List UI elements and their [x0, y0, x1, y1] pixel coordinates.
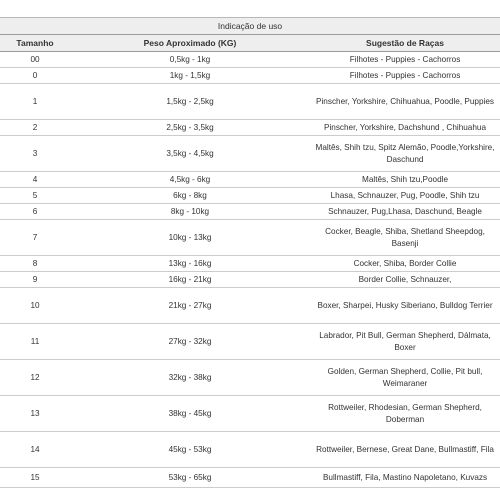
table-row [0, 220, 500, 256]
weight-cell: 13kg - 16kg [70, 256, 310, 272]
weight-cell: 27kg - 32kg [70, 324, 310, 360]
size-cell: 5 [0, 188, 70, 204]
breeds-cell: Golden, German Shepherd, Collie, Pit bull, Weimaraner [310, 360, 500, 396]
breeds-cell: Cocker, Shiba, Border Collie [310, 256, 500, 272]
breeds-cell: Cocker, Beagle, Shiba, Shetland Sheepdog, Basenji [310, 220, 500, 256]
table-row [0, 256, 500, 272]
weight-cell: 8kg - 10kg [70, 204, 310, 220]
size-cell: 9 [0, 272, 70, 288]
breeds-cell: Filhotes - Puppies - Cachorros [310, 52, 500, 68]
weight-cell: 32kg - 38kg [70, 360, 310, 396]
column-header-breeds: Sugestão de Raças [310, 35, 500, 52]
weight-cell: 0,5kg - 1kg [70, 52, 310, 68]
column-header-weight: Peso Aproximado (KG) [70, 35, 310, 52]
breeds-cell: Lhasa, Schnauzer, Pug, Poodle, Shih tzu [310, 188, 500, 204]
table-row [0, 360, 500, 396]
breeds-cell: Boxer, Sharpei, Husky Siberiano, Bulldog Terrier [310, 288, 500, 324]
table-row [0, 468, 500, 488]
size-cell: 10 [0, 288, 70, 324]
size-cell: 00 [0, 52, 70, 68]
weight-cell: 1kg - 1,5kg [70, 68, 310, 84]
table-row [0, 288, 500, 324]
breeds-cell: Border Collie, Schnauzer, [310, 272, 500, 288]
weight-cell: 6kg - 8kg [70, 188, 310, 204]
weight-cell: 3,5kg - 4,5kg [70, 136, 310, 172]
table-title-row [0, 18, 500, 35]
table-row [0, 324, 500, 360]
weight-cell: 10kg - 13kg [70, 220, 310, 256]
size-cell: 2 [0, 120, 70, 136]
weight-cell: 1,5kg - 2,5kg [70, 84, 310, 120]
weight-cell: 21kg - 27kg [70, 288, 310, 324]
table-row [0, 204, 500, 220]
breeds-cell: Labrador, Pit Bull, German Shepherd, Dálmata, Boxer [310, 324, 500, 360]
size-cell: 14 [0, 432, 70, 468]
table-row [0, 272, 500, 288]
weight-cell: 38kg - 45kg [70, 396, 310, 432]
table-row [0, 188, 500, 204]
size-cell: 7 [0, 220, 70, 256]
breeds-cell: Pinscher, Yorkshire, Chihuahua, Poodle, Puppies [310, 84, 500, 120]
weight-cell: 4,5kg - 6kg [70, 172, 310, 188]
weight-cell: 53kg - 65kg [70, 468, 310, 488]
breeds-cell: Maltês, Shih tzu,Poodle [310, 172, 500, 188]
table-header-row [0, 35, 500, 52]
table-row [0, 84, 500, 120]
size-cell: 6 [0, 204, 70, 220]
weight-cell: 2,5kg - 3,5kg [70, 120, 310, 136]
breeds-cell: Rottweiler, Bernese, Great Dane, Bullmastiff, Fila [310, 432, 500, 468]
breeds-cell: Rottweiler, Rhodesian, German Shepherd, Doberman [310, 396, 500, 432]
table-row [0, 120, 500, 136]
table-row [0, 68, 500, 84]
size-cell: 8 [0, 256, 70, 272]
breeds-cell: Maltês, Shih tzu, Spitz Alemão, Poodle,Yorkshire, Daschund [310, 136, 500, 172]
size-cell: 3 [0, 136, 70, 172]
table-body [0, 52, 500, 488]
size-cell: 15 [0, 468, 70, 488]
breeds-cell: Bullmastiff, Fila, Mastino Napoletano, Kuvazs [310, 468, 500, 488]
table-row [0, 432, 500, 468]
weight-cell: 45kg - 53kg [70, 432, 310, 468]
table-title: Indicação de uso [0, 18, 500, 35]
size-cell: 0 [0, 68, 70, 84]
breeds-cell: Filhotes - Puppies - Cachorros [310, 68, 500, 84]
table-row [0, 52, 500, 68]
size-cell: 11 [0, 324, 70, 360]
size-guide-table [0, 17, 500, 488]
size-cell: 4 [0, 172, 70, 188]
size-cell: 13 [0, 396, 70, 432]
size-cell: 12 [0, 360, 70, 396]
table-row [0, 396, 500, 432]
breeds-cell: Pinscher, Yorkshire, Dachshund , Chihuahua [310, 120, 500, 136]
table-row [0, 172, 500, 188]
breeds-cell: Schnauzer, Pug,Lhasa, Daschund, Beagle [310, 204, 500, 220]
size-cell: 1 [0, 84, 70, 120]
column-header-size: Tamanho [0, 35, 70, 52]
weight-cell: 16kg - 21kg [70, 272, 310, 288]
table-row [0, 136, 500, 172]
